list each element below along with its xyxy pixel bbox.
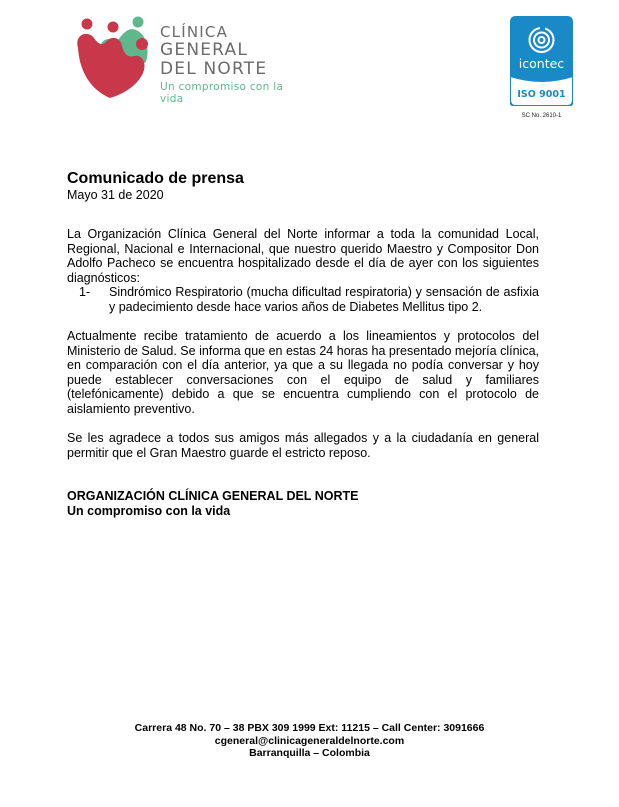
icontec-iso-badge-icon	[510, 16, 573, 106]
press-release-body	[67, 170, 539, 518]
logo-line-3: DEL NORTE	[160, 59, 268, 79]
diagnosis-number: 1-	[79, 285, 91, 299]
paragraph-treatment: Actualmente recibe tratamiento de acuerdo a los lineamientos y protocolos del Ministerio de Salud. Se informa que en estas 24 horas ha presentado mejoría clínica, en comparación con el día anterior, ya que a su llegada no podía conversar y hoy puede establecer conversaciones con el equipo de salud y familiares (telefónicamente) debido a que se encuentra cumpliendo con el protocolo de aislamiento preventivo.	[67, 329, 539, 416]
diagnosis-text: Sindrómico Respiratorio (mucha dificultad respiratoria) y sensación de asfixia y padecimiento desde hace varios años de Diabetes Mellitus tipo 2.	[109, 285, 539, 314]
paragraph-intro: La Organización Clínica General del Norte informar a toda la comunidad Local, Regional, Nacional e Internacional, que nuestro querido Maestro y Compositor Don Adolfo Pacheco se encuentra hospitalizado desde el día de ayer con los siguientes diagnósticos:	[67, 227, 539, 285]
document-title: Comunicado de prensa	[67, 170, 244, 187]
iso-standard-text: ISO 9001	[517, 89, 566, 100]
footer-email: cgeneral@clinicageneraldelnorte.com	[214, 734, 405, 747]
logo-dot-3	[133, 17, 144, 28]
certification-number: SC No. 2610-1	[521, 113, 562, 119]
diagnosis-item	[67, 285, 539, 314]
signature-motto: Un compromiso con la vida	[67, 503, 231, 518]
diagnosis-list	[67, 285, 539, 314]
logo-tagline: Un compromiso con la vida	[160, 81, 284, 105]
footer-city: Barranquilla – Colombia	[249, 747, 370, 759]
footer-address: Carrera 48 No. 70 – 38 PBX 309 1999 Ext: 11215 – Call Center: 3091666	[134, 722, 485, 734]
logo-dot-2	[108, 22, 119, 33]
footer-contact	[0, 722, 619, 760]
paragraph-thanks: Se les agradece a todos sus amigos más allegados y a la ciudadanía en general permitir que el Gran Maestro guarde el estricto reposo.	[67, 431, 539, 460]
logo-dot-4	[136, 38, 148, 50]
icontec-certification	[510, 16, 573, 119]
icontec-brand-text: icontec	[518, 56, 565, 71]
signature-organization: ORGANIZACIÓN CLÍNICA GENERAL DEL NORTE	[67, 489, 359, 503]
signature-block	[67, 489, 539, 518]
document-date: Mayo 31 de 2020	[67, 188, 164, 202]
logo-line-2: GENERAL	[160, 40, 248, 60]
logo-dot-1	[82, 19, 93, 30]
heart-people-logo-icon	[70, 14, 156, 100]
logo-wordmark	[160, 24, 310, 105]
logo-line-1: CLÍNICA	[160, 23, 229, 41]
clinic-logo	[70, 14, 310, 105]
